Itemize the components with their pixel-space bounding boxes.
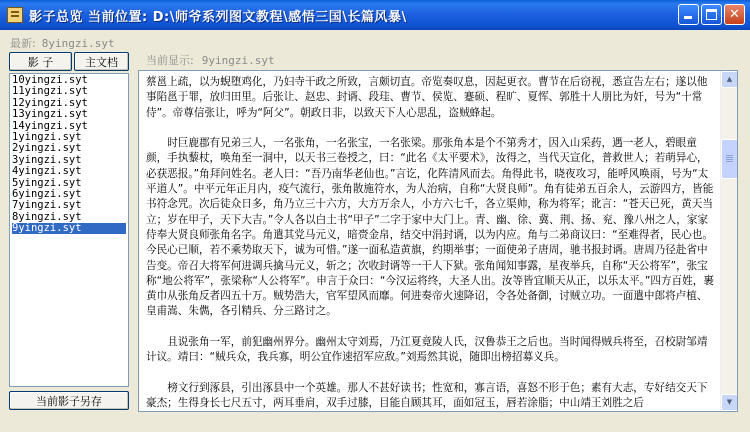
file-list-item[interactable]: 14yingzi.syt (12, 119, 88, 132)
shadow-button[interactable]: 影 子 (9, 52, 72, 71)
file-list-item[interactable]: 13yingzi.syt (12, 108, 88, 121)
app-icon (7, 7, 23, 23)
file-list-item[interactable]: 10yingzi.syt (12, 74, 88, 86)
content-paragraph: 榜文行到涿县，引出涿县中一个英雄。那人不甚好读书；性宽和，寡言语，喜怒不形于色；素有大志，专好结交天下豪杰；生得身长七尺五寸，两耳垂肩，双手过膝，目能自顾其耳，面如冠玉，唇若涂脂；中山靖王刘胜之后 (146, 381, 708, 409)
paragraph-spacer (146, 121, 717, 136)
file-list-item[interactable]: 5yingzi.syt (12, 176, 82, 189)
file-list-item[interactable]: 9yingzi.syt (12, 223, 126, 234)
content-text (146, 75, 717, 409)
title-bar (0, 0, 750, 30)
scroll-up-arrow-icon[interactable]: ▲ (721, 71, 738, 88)
main-document-button[interactable]: 主文档 (74, 52, 129, 71)
current-value: 9yingzi.syt (201, 54, 275, 67)
content-paragraph: 时巨鹿郡有兄弟三人，一名张角，一名张宝，一名张梁。那张角本是个不第秀才，因入山采药，遇一老人，碧眼童颜，手执藜杖，唤角至一洞中，以天书三卷授之，曰：“此名《太平要术》，汝得之，当代天宣化，普救世人；若萌异心，必获恶报。”角拜问姓名。老人曰：“吾乃南华老仙也。”言讫，化阵清风而去。角得此书，晓夜攻习，能呼风唤雨，号为“太平道人”。中平元年正月内，疫气流行，张角散施符水，为人治病，自称“大贤良师”。角有徒弟五百余人，云游四方，皆能书符念咒。次后徒众日多，角乃立三十六方，大方万余人，小方六七千，各立渠帅，称为将军；讹言：“苍天已死，黄天当立；岁在甲子，天下大吉。”令人各以白土书“甲子”二字于家中大门上。青、幽、徐、冀、荆、扬、兖、豫八州之人，家家侍奉大贤良师张角名字。角遣其党马元义，暗赍金帛，结交中涓封谞，以为内应。角与二弟商议曰：“至难得者，民心也。今民心已顺，若不乘势取天下，诚为可惜。”遂一面私造黄旗，约期举事；一面使弟子唐周，驰书报封谞。唐周乃径赴省中告变。帝召大将军何进调兵擒马元义，斩之；次收封谞等一干人下狱。张角闻知事露，星夜举兵，自称“天公将军”，张宝称“地公将军”，张梁称“人公将军”。申言于众曰：“今汉运将终，大圣人出。汝等皆宜顺天从正，以乐太平。”四方百姓，裹黄巾从张角反者四五十万。贼势浩大，官军望风而靡。何进奏帝火速降诏，令各处备御，讨贼立功。一面遣中郎将卢植、皇甫嵩、朱儁，各引精兵、分三路讨之。 (146, 137, 714, 318)
minimize-icon (684, 16, 692, 19)
file-list-item[interactable]: 11yingzi.syt (12, 85, 88, 98)
content-text-area[interactable] (138, 70, 738, 412)
file-list-item[interactable]: 6yingzi.syt (12, 187, 82, 200)
paragraph-spacer (146, 320, 717, 335)
close-button[interactable] (724, 4, 745, 25)
current-label: 当前显示: (146, 54, 194, 67)
file-list-item[interactable]: 3yingzi.syt (12, 153, 82, 166)
scroll-thumb[interactable] (721, 139, 738, 179)
file-list-item[interactable]: 7yingzi.syt (12, 199, 82, 212)
recent-file-indicator (10, 35, 115, 51)
file-list-item[interactable]: 1yingzi.syt (12, 130, 82, 143)
save-current-shadow-button[interactable]: 当前影子另存 (9, 391, 129, 410)
close-icon: ✕ (729, 7, 740, 22)
recent-label: 最新: (10, 37, 36, 50)
maximize-icon (706, 9, 717, 20)
vertical-scrollbar[interactable] (720, 71, 737, 411)
current-display-indicator (146, 52, 275, 68)
window-controls (678, 4, 745, 25)
file-list-item[interactable]: 12yingzi.syt (12, 96, 88, 109)
file-list-item[interactable]: 4yingzi.syt (12, 165, 82, 178)
paragraph-spacer (146, 366, 717, 381)
shadow-file-list[interactable] (9, 73, 129, 387)
window-title: 影子总览 当前位置: D:\师爷系列图文教程\感悟三国\长篇风暴\ (29, 9, 407, 25)
file-list-item[interactable]: 2yingzi.syt (12, 142, 82, 155)
minimize-button[interactable] (678, 4, 699, 25)
content-paragraph: 且说张角一军，前犯幽州界分。幽州太守刘焉，乃江夏竟陵人氏，汉鲁恭王之后也。当时闻得贼兵将至，召校尉邹靖计议。靖曰：“贼兵众，我兵寡，明公宜作速招军应敌。”刘焉然其说，随即出榜招募义兵。 (146, 336, 708, 364)
content-paragraph: 蔡邕上疏，以为蜺堕鸡化，乃妇寺干政之所致，言颇切直。帝览奏叹息，因起更衣。曹节在后窃视，悉宣告左右；遂以他事陷邕于罪，放归田里。后张让、赵忠、封谞、段珪、曹节、侯览、蹇硕、程旷、夏恽、郭胜十人朋比为奸，号为“十常侍”。帝尊信张让，呼为“阿父”。朝政日非，以致天下人心思乱，盗贼蜂起。 (146, 76, 708, 119)
file-list-item[interactable]: 8yingzi.syt (12, 210, 82, 223)
scroll-down-arrow-icon[interactable]: ▼ (721, 394, 738, 411)
recent-value: 8yingzi.syt (41, 37, 115, 50)
maximize-button[interactable] (701, 4, 722, 25)
